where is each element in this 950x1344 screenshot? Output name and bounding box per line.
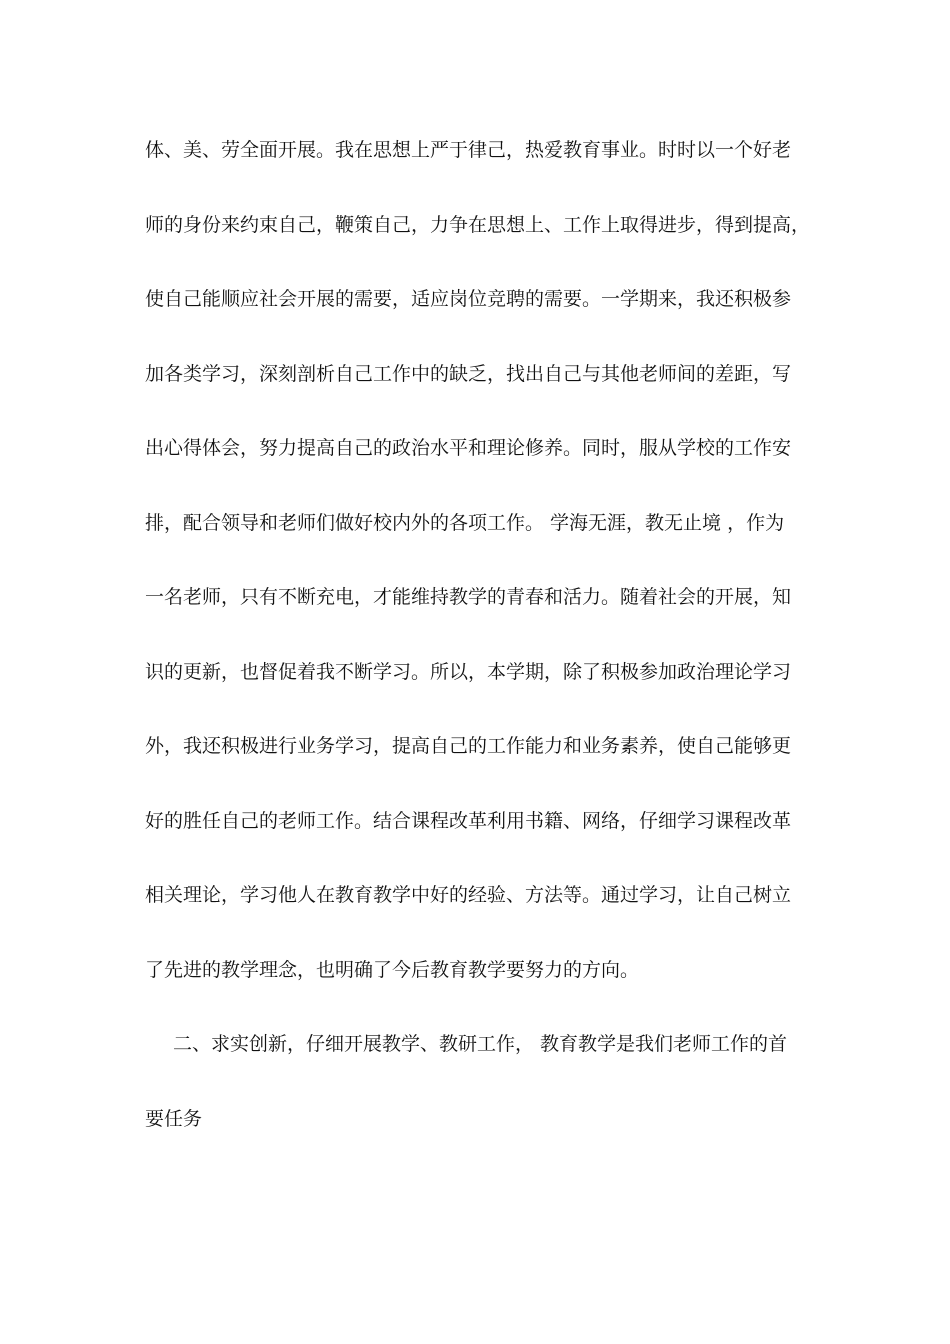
text-line: 了先进的教学理念，也明确了今后教育教学要努力的方向。 — [145, 958, 640, 981]
text-line: 一名老师，只有不断充电，才能维持教学的青春和活力。随着社会的开展，知 — [145, 586, 792, 608]
text-line: 好的胜任自己的老师工作。结合课程改革利用书籍、网络，仔细学习课程改革 — [145, 809, 792, 832]
text-line: 师的身份来约束自己，鞭策自己，力争在思想上、工作上取得进步，得到提高， — [145, 213, 811, 236]
text-line: 外，我还积极进行业务学习，提高自己的工作能力和业务素养，使自己能够更 — [145, 735, 792, 757]
text-line: 要任务 — [145, 1107, 203, 1130]
text-line: 出心得体会，努力提高自己的政治水平和理论修养。同时，服从学校的工作安 — [145, 437, 792, 459]
section-heading-line: 二、求实创新，仔细开展教学、教研工作， 教育教学是我们老师工作的首 — [173, 1033, 788, 1055]
text-line: 识的更新，也督促着我不断学习。所以，本学期，除了积极参加政治理论学习 — [145, 660, 792, 683]
body-text — [145, 130, 811, 1173]
text-line: 排，配合领导和老师们做好校内外的各项工作。 学海无涯，教无止境 ，作为 — [145, 511, 785, 534]
text-line: 使自己能顺应社会开展的需要，适应岗位竞聘的需要。一学期来，我还积极参 — [145, 288, 792, 310]
text-line: 体、美、劳全面开展。我在思想上严于律己，热爱教育事业。时时以一个好老 — [145, 139, 792, 161]
text-line: 加各类学习，深刻剖析自己工作中的缺乏，找出自己与其他老师间的差距，写 — [145, 362, 792, 385]
text-line: 相关理论，学习他人在教育教学中好的经验、方法等。通过学习，让自己树立 — [145, 884, 792, 906]
